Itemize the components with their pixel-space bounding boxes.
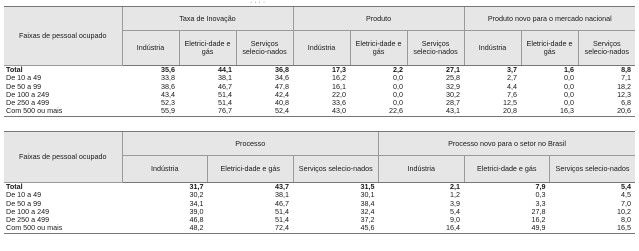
table-cell: 5,4 — [450, 207, 460, 216]
column-header: Eletrici-dade e gás — [350, 31, 407, 66]
row-label: Com 500 ou mais — [4, 224, 122, 233]
table-cell: 31,7 — [189, 182, 204, 191]
cropped-header-fragment: · · · · — [250, 0, 266, 6]
table-cell: 18,2 — [617, 82, 632, 91]
table-cell: 27,1 — [446, 65, 461, 74]
table-cell: 38,1 — [218, 74, 232, 83]
column-header: Indústria — [122, 31, 179, 66]
table-cell: 47,8 — [275, 82, 290, 91]
table-cell: 32,9 — [446, 82, 461, 91]
row-label: Com 500 ou mais — [4, 107, 122, 116]
table-cell: 32,4 — [360, 207, 375, 216]
table-cell: 51,4 — [218, 90, 232, 99]
column-header: Eletrici-dade e gás — [521, 31, 578, 66]
table-cell: 36,8 — [275, 65, 290, 74]
table-cell: 35,6 — [161, 65, 175, 74]
table-cell: 16,2 — [332, 74, 347, 83]
table-row — [4, 191, 635, 199]
table-cell: 2,7 — [507, 74, 518, 83]
table-cell: 48,2 — [122, 224, 208, 233]
table-cell: 0,0 — [564, 99, 575, 108]
table-processo — [4, 131, 635, 234]
table-row — [4, 200, 635, 208]
table-cell: 30,2 — [446, 90, 461, 99]
table-cell: 0,0 — [564, 90, 575, 99]
table-cell: 31,5 — [360, 182, 375, 191]
group-header: Taxa de Inovação — [122, 7, 293, 31]
table-body — [4, 66, 635, 117]
table-cell: 44,1 — [218, 65, 232, 74]
table-row — [4, 224, 635, 233]
group-header: Processo — [122, 132, 379, 156]
row-label: De 10 a 49 — [6, 74, 42, 83]
table-cell: 46,7 — [275, 199, 289, 208]
table-cell: 38,1 — [275, 191, 289, 200]
table-cell: 51,4 — [275, 207, 289, 216]
group-header: Produto novo para o mercado nacional — [464, 7, 635, 31]
column-header: Serviços selecio-nados — [236, 31, 293, 66]
table-cell: 0,0 — [393, 82, 404, 91]
row-label: Total — [6, 182, 23, 191]
table-cell: 9,0 — [450, 216, 460, 225]
table-cell: 1,2 — [450, 191, 460, 200]
table-cell: 8,8 — [621, 65, 632, 74]
table-cell: 0,0 — [393, 99, 404, 108]
table-cell: 7,9 — [535, 182, 546, 191]
column-header: Serviços selecio-nados — [578, 31, 635, 66]
row-label: De 100 a 249 — [6, 90, 50, 99]
table-cell: 10,2 — [617, 207, 632, 216]
column-header: Serviços selecio-nados — [293, 156, 379, 183]
table-cell: 52,3 — [161, 99, 175, 108]
table-row — [4, 91, 635, 99]
table-cell: 34,1 — [189, 199, 204, 208]
table-cell: 1,6 — [564, 65, 575, 74]
table-cell: 39,0 — [189, 207, 204, 216]
table-cell: 72,4 — [208, 224, 294, 233]
table-cell: 3,7 — [507, 65, 518, 74]
table-row — [4, 216, 635, 224]
table-cell: 3,3 — [535, 199, 546, 208]
table-cell: 46,8 — [189, 216, 204, 225]
row-label: De 100 a 249 — [6, 207, 50, 216]
table-cell: 7,6 — [507, 90, 518, 99]
column-header: Eletrici-dade e gás — [208, 156, 294, 183]
table-cell: 12,3 — [617, 90, 632, 99]
table-cell: 20,6 — [578, 107, 635, 116]
table-row-total — [4, 183, 635, 192]
table-cell: 43,0 — [293, 107, 350, 116]
table-cell: 42,4 — [275, 90, 290, 99]
table-cell: 4,5 — [621, 191, 632, 200]
row-label: Total — [6, 65, 23, 74]
table-cell: 33,6 — [332, 99, 347, 108]
table-cell: 16,3 — [521, 107, 578, 116]
table-cell: 37,2 — [360, 216, 375, 225]
row-label: De 50 a 99 — [6, 82, 42, 91]
table-body — [4, 183, 635, 234]
table-cell: 0,0 — [393, 74, 404, 83]
table-cell: 22,0 — [332, 90, 347, 99]
table-cell: 8,0 — [621, 216, 632, 225]
column-header: Indústria — [379, 156, 465, 183]
table-cell: 16,4 — [379, 224, 465, 233]
table-cell: 38,6 — [161, 82, 175, 91]
column-header: Eletrici-dade e gás — [464, 156, 550, 183]
row-label: De 250 a 499 — [6, 216, 50, 225]
table-cell: 17,3 — [332, 65, 347, 74]
row-label: De 10 a 49 — [6, 191, 42, 200]
table-row — [4, 74, 635, 82]
table-cell: 3,9 — [450, 199, 460, 208]
column-header: Indústria — [293, 31, 350, 66]
table-cell: 2,1 — [450, 182, 460, 191]
table-cell: 30,1 — [360, 191, 375, 200]
table-cell: 76,7 — [179, 107, 236, 116]
table-cell: 49,9 — [464, 224, 550, 233]
column-header: Eletrici-dade e gás — [179, 31, 236, 66]
group-header: Processo novo para o setor no Brasil — [379, 132, 636, 156]
column-header: Serviços selecio-nados — [550, 156, 636, 183]
table-cell: 51,4 — [275, 216, 289, 225]
table-cell: 25,8 — [446, 74, 461, 83]
table-cell: 30,2 — [189, 191, 204, 200]
table-cell: 7,0 — [621, 199, 632, 208]
table-cell: 33,8 — [161, 74, 175, 83]
table-cell: 46,7 — [218, 82, 232, 91]
row-label: De 250 a 499 — [6, 99, 50, 108]
table-cell: 51,4 — [218, 99, 232, 108]
column-header: Indústria — [122, 156, 208, 183]
table-cell: 55,9 — [122, 107, 179, 116]
table-cell: 6,8 — [621, 99, 632, 108]
table-cell: 0,0 — [393, 90, 404, 99]
row-header: Faixas de pessoal ocupado — [4, 7, 122, 66]
table-cell: 40,8 — [275, 99, 290, 108]
table-cell: 38,4 — [360, 199, 375, 208]
row-header: Faixas de pessoal ocupado — [4, 132, 122, 183]
table-cell: 5,4 — [621, 182, 632, 191]
group-header: Produto — [293, 7, 464, 31]
table-cell: 52,4 — [236, 107, 293, 116]
table-cell: 12,5 — [503, 99, 518, 108]
table-cell: 16,1 — [332, 82, 347, 91]
table-cell: 43,7 — [275, 182, 289, 191]
table-cell: 45,6 — [293, 224, 379, 233]
table-row — [4, 99, 635, 107]
table-cell: 16,5 — [550, 224, 636, 233]
table-row-total — [4, 66, 635, 75]
column-header: Indústria — [464, 31, 521, 66]
table-cell: 0,0 — [564, 74, 575, 83]
table-cell: 34,6 — [275, 74, 290, 83]
table-cell: 28,7 — [446, 99, 461, 108]
table-row — [4, 83, 635, 91]
table-cell: 2,2 — [393, 65, 404, 74]
column-header: Serviços selecio-nados — [407, 31, 464, 66]
table-cell: 27,8 — [531, 207, 546, 216]
table-cell: 0,0 — [564, 82, 575, 91]
table-row — [4, 107, 635, 116]
table-cell: 0,3 — [535, 191, 546, 200]
table-cell: 43,1 — [407, 107, 464, 116]
table-inovacao-produto — [4, 6, 635, 117]
table-cell: 43,4 — [161, 90, 175, 99]
table-cell: 4,4 — [507, 82, 518, 91]
table-cell: 20,8 — [464, 107, 521, 116]
table-cell: 16,2 — [531, 216, 546, 225]
table-cell: 22,6 — [350, 107, 407, 116]
row-label: De 50 a 99 — [6, 199, 42, 208]
table-row — [4, 208, 635, 216]
table-cell: 7,1 — [621, 74, 632, 83]
